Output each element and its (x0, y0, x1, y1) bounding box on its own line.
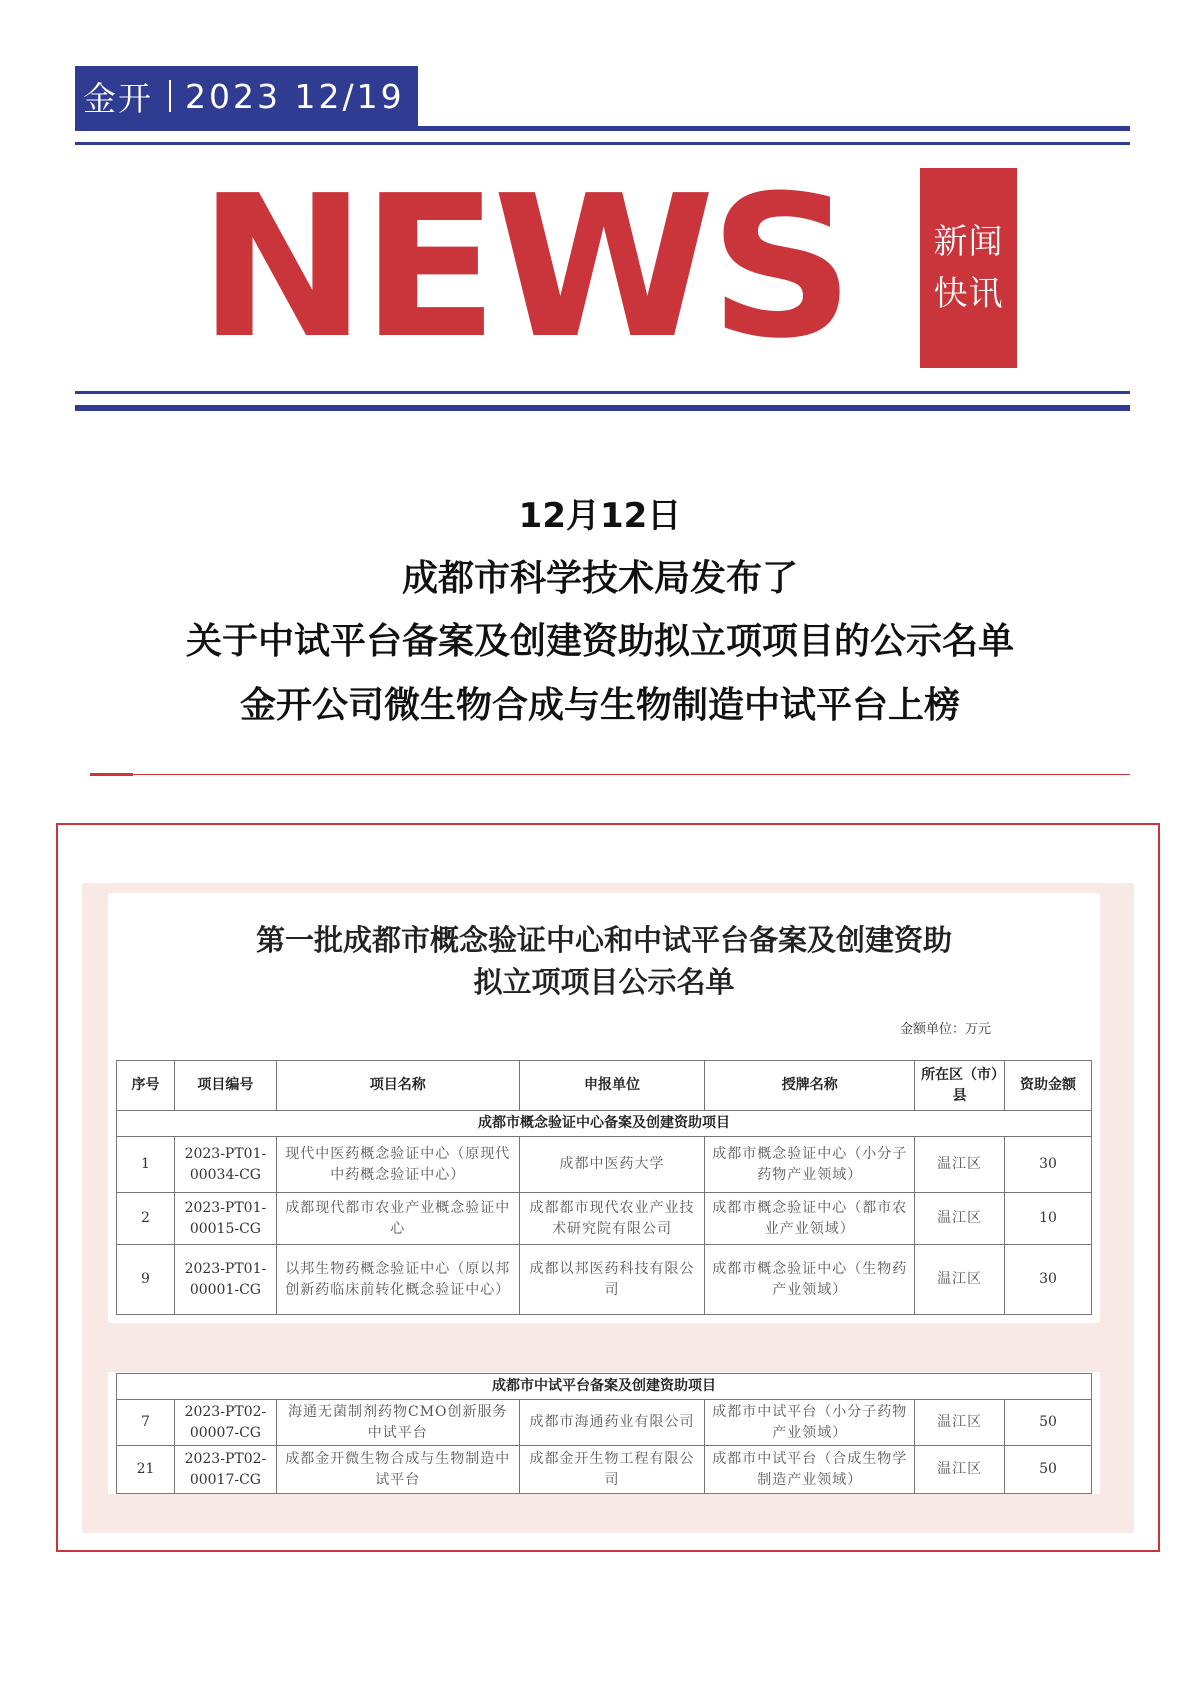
cell-index: 1 (117, 1137, 175, 1193)
cell-code: 2023-PT02-00017-CG (174, 1446, 276, 1494)
cell-index: 9 (117, 1245, 175, 1315)
cell-amount: 30 (1005, 1245, 1092, 1315)
col-header-district: 所在区（市）县 (915, 1061, 1005, 1111)
mid-rule-thin (75, 391, 1130, 394)
cell-project-name: 现代中医药概念验证中心（原现代中药概念验证中心） (276, 1137, 519, 1193)
tag-separator (169, 80, 171, 112)
cell-amount: 50 (1005, 1446, 1092, 1494)
headline-line-2: 成都市科学技术局发布了 (401, 558, 798, 599)
amount-unit-note: 金额单位：万元 (900, 1022, 992, 1037)
cell-applicant: 成都以邦医药科技有限公司 (519, 1245, 705, 1315)
cell-amount: 50 (1005, 1400, 1092, 1446)
cell-amount: 10 (1005, 1193, 1092, 1245)
cell-applicant: 成都都市现代农业产业技术研究院有限公司 (519, 1193, 705, 1245)
badge-line-1: 新闻 (933, 222, 1004, 262)
cell-certificate: 成都市中试平台（合成生物学制造产业领域） (705, 1446, 915, 1494)
col-header-applicant: 申报单位 (519, 1061, 705, 1111)
col-header-project-name: 项目名称 (276, 1061, 519, 1111)
divider-accent (90, 773, 133, 776)
cell-index: 7 (117, 1400, 175, 1446)
col-header-amount: 资助金额 (1005, 1061, 1092, 1111)
cell-index: 21 (117, 1446, 175, 1494)
divider-line (133, 774, 1130, 775)
header-tag (75, 66, 418, 126)
cell-applicant: 成都市海通药业有限公司 (519, 1400, 705, 1446)
cell-project-name: 海通无菌制剂药物CMO创新服务中试平台 (276, 1400, 519, 1446)
publish-date: 2023 12/19 (185, 76, 405, 116)
cell-code: 2023-PT01-00001-CG (174, 1245, 276, 1315)
cell-applicant: 成都金开生物工程有限公司 (519, 1446, 705, 1494)
section-title-1: 成都市概念验证中心备案及创建资助项目 (117, 1111, 1092, 1137)
document-title-line-1: 第一批成都市概念验证中心和中试平台备案及创建资助 (255, 923, 952, 957)
section-row (117, 1374, 1092, 1400)
cell-project-name: 以邦生物药概念验证中心（原以邦创新药临床前转化概念验证中心） (276, 1245, 519, 1315)
headline-date: 12月12日 (518, 496, 682, 536)
cell-district: 温江区 (915, 1446, 1005, 1494)
table-row (117, 1137, 1092, 1193)
cell-certificate: 成都市中试平台（小分子药物产业领域） (705, 1400, 915, 1446)
cell-project-name: 成都金开微生物合成与生物制造中试平台 (276, 1446, 519, 1494)
top-rule-thin (75, 142, 1130, 145)
table-header-row (117, 1061, 1092, 1111)
cell-index: 2 (117, 1193, 175, 1245)
section-row (117, 1111, 1092, 1137)
cell-code: 2023-PT02-00007-CG (174, 1400, 276, 1446)
cell-certificate: 成都市概念验证中心（生物药产业领域） (705, 1245, 915, 1315)
cell-amount: 30 (1005, 1137, 1092, 1193)
table-row (117, 1245, 1092, 1315)
badge-line-2: 快讯 (933, 274, 1004, 314)
brand-label: 金开 (83, 78, 153, 118)
table-row (117, 1400, 1092, 1446)
cell-code: 2023-PT01-00015-CG (174, 1193, 276, 1245)
news-wordmark: NEWS (198, 154, 849, 382)
col-header-index: 序号 (117, 1061, 175, 1111)
top-rule-thick (75, 126, 1130, 131)
table-row (117, 1446, 1092, 1494)
headline-line-4: 金开公司微生物合成与生物制造中试平台上榜 (239, 685, 960, 726)
cell-certificate: 成都市概念验证中心（都市农业产业领域） (705, 1193, 915, 1245)
mid-rule-thick (75, 405, 1130, 411)
cell-district: 温江区 (915, 1193, 1005, 1245)
document-title-line-2: 拟立项项目公示名单 (473, 965, 735, 999)
cell-applicant: 成都中医药大学 (519, 1137, 705, 1193)
headline-line-3: 关于中试平台备案及创建资助拟立项项目的公示名单 (185, 621, 1014, 662)
col-header-certificate: 授牌名称 (705, 1061, 915, 1111)
cell-project-name: 成都现代都市农业产业概念验证中心 (276, 1193, 519, 1245)
cell-district: 温江区 (915, 1137, 1005, 1193)
cell-district: 温江区 (915, 1400, 1005, 1446)
table-row (117, 1193, 1092, 1245)
cell-code: 2023-PT01-00034-CG (174, 1137, 276, 1193)
section-title-2: 成都市中试平台备案及创建资助项目 (117, 1374, 1092, 1400)
cell-certificate: 成都市概念验证中心（小分子药物产业领域） (705, 1137, 915, 1193)
cell-district: 温江区 (915, 1245, 1005, 1315)
project-table-section-2 (116, 1373, 1092, 1494)
col-header-project-code: 项目编号 (174, 1061, 276, 1111)
news-badge (920, 168, 1017, 368)
project-table-section-1 (116, 1060, 1092, 1315)
